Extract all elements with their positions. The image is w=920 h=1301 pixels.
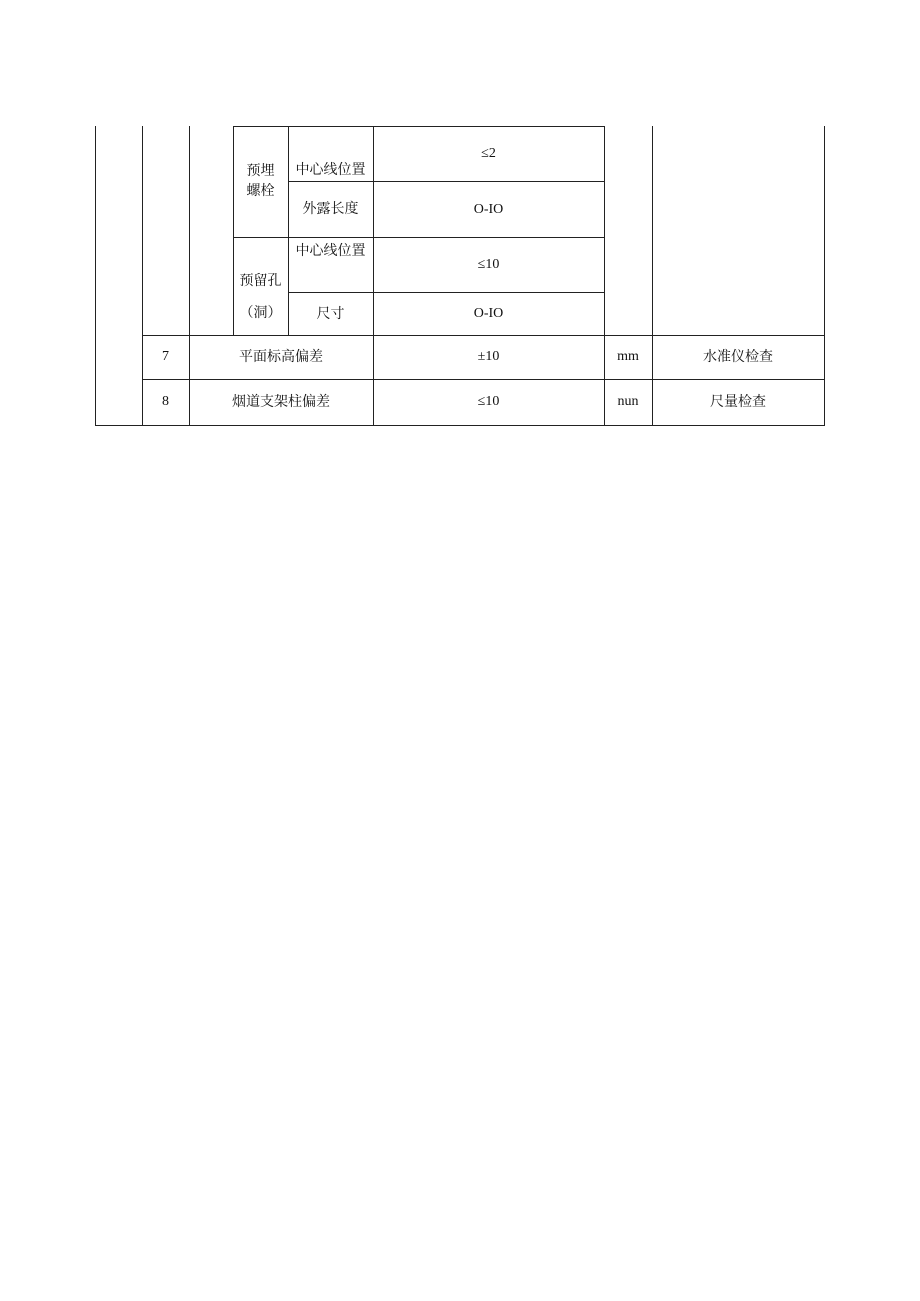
sub-item-name: 外露长度 xyxy=(302,201,359,217)
row-number: 7 xyxy=(162,349,169,364)
sub-item-name: 尺寸 xyxy=(316,306,345,322)
table-col-divider xyxy=(652,126,653,426)
table-row-divider xyxy=(142,335,825,336)
row-method: 尺量检查 xyxy=(710,394,766,410)
row-item: 烟道支架柱偏差 xyxy=(232,394,330,410)
row-unit: nun xyxy=(617,394,639,409)
group-label-reserved-hole-line1: 预留孔 xyxy=(239,273,282,289)
table-row-divider xyxy=(142,379,825,380)
row-item: 平面标高偏差 xyxy=(239,349,323,365)
table-row-divider xyxy=(288,181,605,182)
group-label-anchor-bolt xyxy=(233,161,288,201)
table-col-divider xyxy=(142,126,143,426)
group-label-line: 螺栓 xyxy=(246,183,275,199)
row-value: ±10 xyxy=(477,349,500,364)
row-unit: mm xyxy=(617,349,639,364)
sub-item-name: 中心线位置 xyxy=(295,162,366,178)
table-col-divider xyxy=(189,126,190,426)
group-label-line: 预埋 xyxy=(246,163,275,179)
table-row-divider xyxy=(233,237,605,238)
sub-item-value: O-IO xyxy=(473,202,504,217)
row-method: 水准仪检查 xyxy=(703,349,773,365)
table-row-divider xyxy=(288,292,605,293)
table-col-divider xyxy=(604,126,605,426)
row-number: 8 xyxy=(162,394,169,409)
table-border-right xyxy=(824,126,825,426)
table-border-left xyxy=(95,126,96,426)
table-border-bottom xyxy=(95,425,825,426)
group-label-reserved-hole-line2: （洞） xyxy=(239,305,282,321)
sub-item-value: ≤10 xyxy=(477,257,500,272)
row-value: ≤10 xyxy=(477,394,500,409)
sub-item-value: O-IO xyxy=(473,306,504,321)
table-col-divider xyxy=(373,126,374,426)
table-row-divider xyxy=(233,126,605,127)
sub-item-name: 中心线位置 xyxy=(295,243,366,259)
sub-item-value: ≤2 xyxy=(481,146,496,161)
